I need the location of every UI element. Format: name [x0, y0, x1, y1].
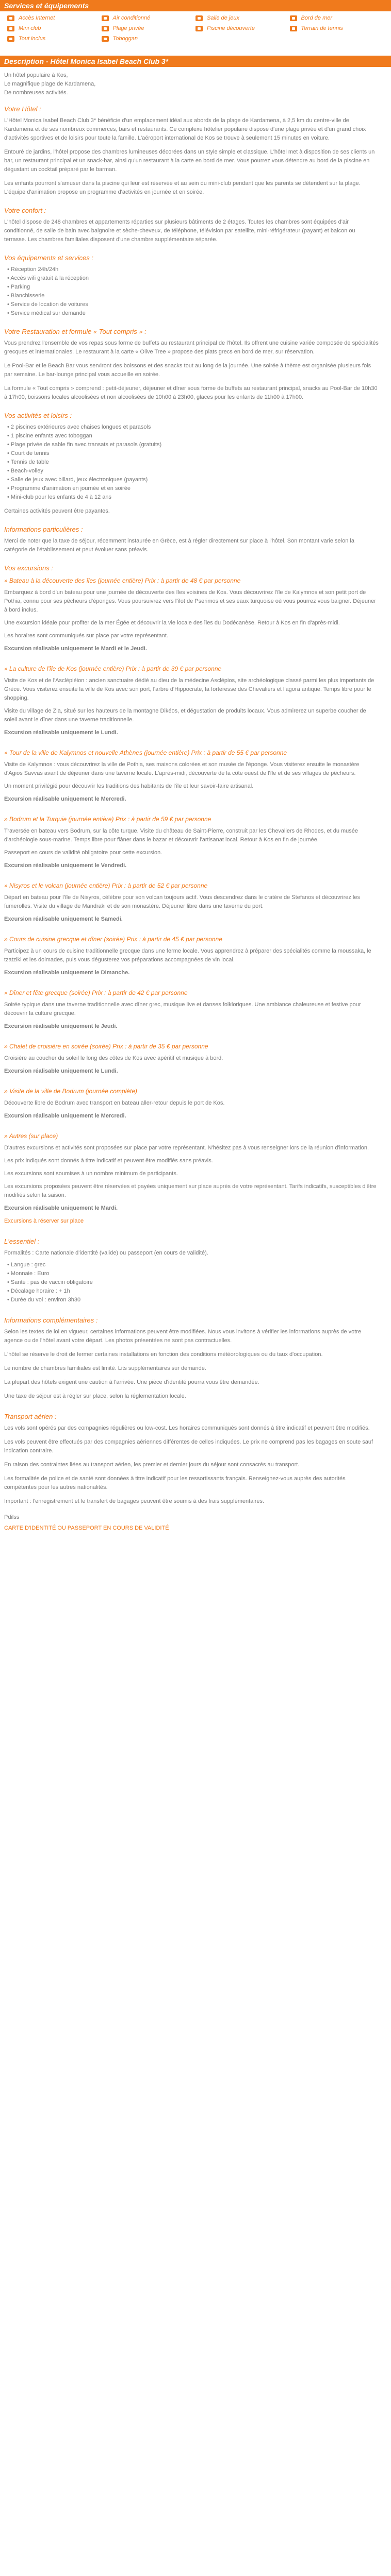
- excursion-price: Excursion réalisable uniquement le Jeudi.: [4, 1023, 118, 1029]
- fin-note2: Excursion réalisable uniquement le Mardi.: [4, 1205, 118, 1211]
- votre-confort-text: L'hôtel dispose de 248 chambres et appartements réparties sur plusieurs bâtiments de 2 étages. Toutes les chambres sont équipées d'air conditionné, de salle de bain avec baignoire et sèche-cheveux, de téléphone, télévision par satellite, mini-réfrigérateur (payant) et balcon ou terrasse. Les chambres familiales disposent d'une chambre supplémentaire séparée.: [4, 219, 355, 243]
- excursion-text2: Passeport en cours de validité obligatoire pour cette excursion.: [4, 850, 162, 856]
- excursion-text: Croisière au coucher du soleil le long des côtes de Kos avec apéritif et musique à bord.: [4, 1055, 223, 1061]
- autres-text2: Les prix indiqués sont donnés à titre indicatif et peuvent être modifiés sans préavis.: [4, 1158, 213, 1164]
- equipements-title: Vos équipements et services :: [4, 254, 93, 262]
- restauration-text2: Le Pool-Bar et le Beach Bar vous serviront des boissons et des snacks tout au long de la journée. Une soirée à thème est organisée plusieurs fois par semaine. Le bar-lounge principal vous accueille en soirée.: [4, 363, 371, 378]
- service-item: [196, 24, 290, 33]
- service-item: [102, 13, 196, 23]
- excursion-text: Traversée en bateau vers Bodrum, sur la côte turque. Visite du château de Saint-Pierre, construit par les Chevaliers de Rhodes, et du musée d'archéologie sous-marine. Temps libre pour flâner dans le bazar et découvrir l'artisanat local. Retour à Kos en fin de journée.: [4, 828, 359, 843]
- bullet-icon: •: [7, 485, 11, 492]
- votre-confort-title: Votre confort :: [4, 207, 46, 214]
- excursion-text2: Une excursion idéale pour profiter de la mer Égée et découvrir la vie locale des îles du Dodécanèse. Retour à Kos en fin d'après-midi.: [4, 620, 340, 626]
- excursion-price: Excursion réalisable uniquement le Samedi.: [4, 916, 123, 922]
- activite-item: [7, 440, 379, 449]
- service-label: Terrain de tennis: [301, 25, 344, 31]
- activite-item-text: Programme d'animation en journée et en soirée: [10, 485, 131, 492]
- equipement-item: [7, 300, 379, 309]
- activite-item: [7, 458, 379, 467]
- excursion-title: » La culture de l'île de Kos (journée entière) Prix : à partir de 39 € par personne: [4, 665, 222, 672]
- equipements-list: [4, 265, 379, 318]
- service-item: [7, 13, 102, 23]
- activites-list: [4, 423, 379, 502]
- votre-hotel-text3: Les enfants pourront s'amuser dans la piscine qui leur est réservée et au sein du mini-club pendant que les parents se détendent sur la plage. L'équipe d'animation propose un programme d'activités en journée et en soirée.: [4, 180, 361, 195]
- service-item: [196, 13, 290, 23]
- excursion-price: Excursion réalisable uniquement le Mardi et le Jeudi.: [4, 646, 147, 652]
- service-icon: [7, 26, 14, 31]
- excursion-text: Participez à un cours de cuisine traditionnelle grecque dans une ferme locale. Vous apprendrez à préparer des spécialités comme la moussaka, le tzatziki et les dolmades, puis vous dégusterez vos préparations accompagnées de vin local.: [4, 948, 371, 963]
- service-item: [7, 24, 102, 33]
- excursion-text3: Les horaires sont communiqués sur place par votre représentant.: [4, 633, 168, 639]
- equipement-item-text: Service médical sur demande: [10, 310, 86, 316]
- equipement-item: [7, 274, 379, 283]
- essentiel-item: [7, 1261, 379, 1269]
- infos-title: Informations particulières :: [4, 526, 83, 533]
- service-label: Salle de jeux: [207, 15, 239, 21]
- bullet-icon: •: [7, 275, 11, 281]
- essentiel-item-text: Santé : pas de vaccin obligatoire: [10, 1279, 93, 1285]
- infos-comp-text4: La plupart des hôtels exigent une caution à l'arrivée. Une pièce d'identité pourra vous être demandée.: [4, 1379, 259, 1385]
- bullet-icon: •: [7, 424, 11, 430]
- equipement-item-text: Blanchisserie: [10, 293, 45, 299]
- excursion-text: Embarquez à bord d'un bateau pour une journée de découverte des îles voisines de Kos. Vous découvrirez l'île de Kalymnos et son petit port de Pothia, connu pour ses pêcheurs d'éponges. Vous poursuivrez vers l'îlot de Pserimos et ses eaux turquoise où vous pourrez vous baigner. Déjeuner à bord inclus.: [4, 589, 376, 613]
- excursion-title: » Nisyros et le volcan (journée entière) Prix : à partir de 52 € par personne: [4, 882, 208, 889]
- transport-text2: Les vols peuvent être effectués par des compagnies aériennes différentes de celles indiquées. Le prix ne comprend pas les bagages en soute sauf indication contraire.: [4, 1439, 373, 1454]
- services-grid: [0, 11, 391, 43]
- equipement-item: [7, 292, 379, 300]
- infos-comp-text3: Le nombre de chambres familiales est limité. Lits supplémentaires sur demande.: [4, 1365, 206, 1371]
- equipement-item-text: Parking: [10, 284, 30, 290]
- transport-text3: En raison des contraintes liées au transport aérien, les premier et dernier jours du séjour sont consacrés au transport.: [4, 1462, 300, 1468]
- vos-excursions-title: Vos excursions :: [4, 564, 53, 572]
- equipement-item-text: Réception 24h/24h: [10, 266, 59, 273]
- activite-item-text: Court de tennis: [10, 450, 50, 456]
- service-label: Toboggan: [112, 36, 138, 42]
- bonus-link[interactable]: Excursions à réserver sur place: [4, 1218, 84, 1224]
- activite-item-text: Beach-volley: [10, 468, 43, 474]
- excursion-item: [4, 1087, 379, 1121]
- service-icon: [102, 26, 109, 31]
- bonus-link-line: [4, 1217, 379, 1226]
- service-item: [102, 24, 196, 33]
- votre-hotel-text2: Entouré de jardins, l'hôtel propose des chambres lumineuses décorées dans un style simple et classique. L'hôtel met à disposition de ses clients un bar, un restaurant principal et un snack-bar, ainsi qu'un restaurant à la carte en bord de mer. Vous pourrez vous détendre au bord de la piscine en dégustant un cocktail préparé par le barman.: [4, 149, 375, 173]
- infos-comp-title: Informations complémentaires :: [4, 1316, 98, 1324]
- bullet-icon: •: [7, 433, 11, 439]
- excursion-price: Excursion réalisable uniquement le Lundi.: [4, 1068, 118, 1074]
- excursion-text: Visite de Kalymnos : vous découvrirez la ville de Pothia, ses maisons colorées et son musée de l'éponge. Vous visiterez ensuite le monastère d'Agios Savvas avant de déjeuner dans une taverne locale. L'après-midi, découverte de la côte ouest de l'île et de ses villages de pêcheurs.: [4, 761, 360, 776]
- excursion-text: Soirée typique dans une taverne traditionnelle avec dîner grec, musique live et danses folkloriques. Une ambiance chaleureuse et festive pour découvrir la culture grecque.: [4, 1002, 361, 1016]
- activite-item: [7, 449, 379, 458]
- activite-item-text: 1 piscine enfants avec toboggan: [10, 433, 92, 439]
- bullet-icon: •: [7, 477, 11, 483]
- service-icon: [290, 15, 297, 21]
- bullet-icon: •: [7, 1297, 11, 1303]
- excursion-title: » Bodrum et la Turquie (journée entière) Prix : à partir de 59 € par personne: [4, 816, 211, 823]
- service-icon: [7, 36, 14, 42]
- intro-line: Le magnifique plage de Kardamena,: [4, 81, 96, 87]
- bullet-icon: •: [7, 468, 11, 474]
- services-title: Services et équipements: [4, 2, 89, 10]
- excursion-title: » Chalet de croisière en soirée (soirée) Prix : à partir de 35 € par personne: [4, 1043, 208, 1050]
- activite-item: [7, 432, 379, 440]
- bullet-icon: •: [7, 266, 11, 273]
- activite-item: [7, 467, 379, 476]
- service-item: [290, 13, 384, 23]
- excursion-item: [4, 882, 379, 924]
- fin-note: Les excursions proposées peuvent être réservées et payées uniquement sur place auprès de votre représentant. Tarifs indicatifs, susceptibles d'être modifiés selon la saison.: [4, 1183, 377, 1198]
- activite-item-text: Tennis de table: [10, 459, 49, 465]
- votre-hotel-title: Votre Hôtel :: [4, 105, 41, 113]
- service-label: Accès Internet: [19, 15, 55, 21]
- excursion-item: [4, 1042, 379, 1076]
- service-icon: [102, 36, 109, 42]
- service-label: Bord de mer: [301, 15, 333, 21]
- essentiel-item: [7, 1278, 379, 1287]
- service-label: Mini club: [19, 25, 41, 31]
- excursion-item: [4, 577, 379, 653]
- essentiel-item-text: Monnaie : Euro: [10, 1270, 50, 1277]
- autres-text3: Les excursions sont soumises à un nombre minimum de participants.: [4, 1171, 178, 1177]
- transport-title: Transport aérien :: [4, 1413, 57, 1420]
- essentiel-item: [7, 1287, 379, 1296]
- autres-title: » Autres (sur place): [4, 1132, 58, 1140]
- bullet-icon: •: [7, 450, 11, 456]
- bullet-icon: •: [7, 1270, 11, 1277]
- service-icon: [290, 26, 297, 31]
- activite-item: [7, 493, 379, 502]
- equipement-item-text: Service de location de voitures: [10, 301, 88, 308]
- intro-line: De nombreuses activités.: [4, 90, 68, 96]
- equipement-item: [7, 283, 379, 292]
- service-icon: [7, 15, 14, 21]
- essentiel-item: [7, 1269, 379, 1278]
- excursion-text2: Un moment privilégié pour découvrir les traditions des habitants de l'île et leur savoir-faire artisanal.: [4, 783, 254, 789]
- bullet-icon: •: [7, 459, 11, 465]
- excursion-text2: Visite du village de Zia, situé sur les hauteurs de la montagne Dikéos, et dégustation de produits locaux. Vous admirerez un superbe coucher de soleil avant le dîner dans une taverne traditionnelle.: [4, 708, 366, 723]
- transport-text: Les vols sont opérés par des compagnies régulières ou low-cost. Les horaires communiqués sont donnés à titre indicatif et peuvent être modifiés.: [4, 1425, 370, 1431]
- bullet-icon: •: [7, 1288, 11, 1294]
- bullet-icon: •: [7, 301, 11, 308]
- intro-line: Un hôtel populaire à Kos,: [4, 72, 68, 78]
- activite-item-text: Salle de jeux avec billard, jeux électroniques (payants): [10, 477, 148, 483]
- essentiel-title: L'essentiel :: [4, 1238, 40, 1245]
- essentiel-item-text: Durée du vol : environ 3h30: [10, 1297, 81, 1303]
- essentiel-intro: Formalités : Carte nationale d'identité (valide) ou passeport (en cours de validité).: [4, 1250, 208, 1256]
- excursion-title: » Cours de cuisine grecque et dîner (soirée) Prix : à partir de 45 € par personne: [4, 936, 222, 943]
- footer-link-line: [4, 1524, 379, 1533]
- bullet-icon: •: [7, 310, 11, 316]
- restauration-text: Vous prendrez l'ensemble de vos repas sous forme de buffets au restaurant principal de l'hôtel. Ils offrent une cuisine variée composée de spécialités grecques et internationales. Le restaurant à la carte « Olive Tree » propose des plats grecs en bord de mer, sur réservation.: [4, 340, 379, 355]
- excursion-title: » Dîner et fête grecque (soirée) Prix : à partir de 42 € par personne: [4, 989, 188, 996]
- excursion-item: [4, 935, 379, 977]
- description-header: [0, 56, 391, 67]
- excursion-title: » Bateau à la découverte des îles (journée entière) Prix : à partir de 48 € par personne: [4, 577, 241, 584]
- service-label: Tout inclus: [19, 36, 46, 42]
- excursion-price: Excursion réalisable uniquement le Mercredi.: [4, 796, 126, 802]
- service-label: Plage privée: [112, 25, 144, 31]
- excursion-text: Découverte libre de Bodrum avec transport en bateau aller-retour depuis le port de Kos.: [4, 1100, 225, 1106]
- votre-hotel-text: L'Hôtel Monica Isabel Beach Club 3* bénéficie d'un emplacement idéal aux abords de la plage de Kardamena, à 2,5 km du centre-ville de Kardamena et de ses nombreux commerces, bars et restaurants. Ce complexe hôtelier populaire dispose d'une plage privée et d'un grand choix d'activités sportives et de loisirs pour toute la famille. L'aéroport international de Kos se trouve à seulement 15 minutes en voiture.: [4, 117, 366, 141]
- activite-item-text: 2 piscines extérieures avec chaises longues et parasols: [10, 424, 151, 430]
- excursion-item: [4, 989, 379, 1031]
- bullet-icon: •: [7, 1262, 11, 1268]
- bullet-icon: •: [7, 442, 11, 448]
- equipement-item: [7, 309, 379, 318]
- service-label: Piscine découverte: [207, 25, 255, 31]
- activite-item: [7, 484, 379, 493]
- excursion-item: [4, 749, 379, 804]
- activite-item: [7, 423, 379, 432]
- service-item: [7, 34, 102, 43]
- bullet-icon: •: [7, 284, 11, 290]
- service-item: [102, 34, 196, 43]
- essentiel-item: [7, 1296, 379, 1304]
- activite-item: [7, 476, 379, 484]
- activites-title: Vos activités et loisirs :: [4, 412, 72, 419]
- bullet-icon: •: [7, 494, 11, 500]
- intro-list: [4, 71, 379, 97]
- footer-label: Pdilss: [4, 1514, 20, 1520]
- services-header: [0, 0, 391, 11]
- excursion-text: Départ en bateau pour l'île de Nisyros, célèbre pour son volcan toujours actif. Vous descendrez dans le cratère de Stefanos et découvrirez les fumerolles. Visite du village de Mandraki et de son monastère. Déjeuner libre dans une taverne du port.: [4, 894, 360, 909]
- transport-text4: Les formalités de police et de santé sont données à titre indicatif pour les ressortissants français. Renseignez-vous auprès des autorités compétentes pour les autres nationalités.: [4, 1476, 346, 1490]
- activite-item-text: Plage privée de sable fin avec transats et parasols (gratuits): [10, 442, 162, 448]
- transport-text5: Important : l'enregistrement et le transfert de bagages peuvent être soumis à des frais supplémentaires.: [4, 1498, 265, 1504]
- equipement-item-text: Accès wifi gratuit à la réception: [10, 275, 89, 281]
- excursion-price: Excursion réalisable uniquement le Mercredi.: [4, 1113, 126, 1119]
- service-icon: [102, 15, 109, 21]
- restauration-text3: La formule « Tout compris » comprend : petit-déjeuner, déjeuner et dîner sous forme de buffets au restaurant principal, snacks au Pool-Bar de 10h30 à 17h00, boissons locales alcoolisées et non alcoolisées de 10h00 à 23h00, glaces pour les enfants de 11h00 à 17h00.: [4, 385, 378, 400]
- infos-comp-text2: L'hôtel se réserve le droit de fermer certaines installations en fonction des conditions météorologiques ou du taux d'occupation.: [4, 1351, 323, 1358]
- essentiel-list: [4, 1261, 379, 1304]
- infos-comp-text: Selon les textes de loi en vigueur, certaines informations peuvent être modifiées. Nous vous invitons à vérifier les informations auprès de votre agence ou de l'hôtel avant votre départ. Les photos présentées ne sont pas contractuelles.: [4, 1329, 362, 1344]
- autres-text: D'autres excursions et activités sont proposées sur place par votre représentant. N'hésitez pas à vous renseigner lors de la réunion d'information.: [4, 1145, 369, 1151]
- description-title: Description - Hôtel Monica Isabel Beach Club 3*: [4, 57, 169, 65]
- restauration-title: Votre Restauration et formule « Tout compris » :: [4, 328, 146, 335]
- excursion-title: » Tour de la ville de Kalymnos et nouvelle Athènes (journée entière) Prix : à partir de 55 € par personne: [4, 749, 287, 756]
- essentiel-item-text: Langue : grec: [10, 1262, 46, 1268]
- bullet-icon: •: [7, 293, 11, 299]
- excursion-price: Excursion réalisable uniquement le Dimanche.: [4, 970, 130, 976]
- description-body: [0, 67, 383, 1533]
- infos-text: Merci de noter que la taxe de séjour, récemment instaurée en Grèce, est à régler directement sur place à l'hôtel. Son montant varie selon la catégorie de l'établissement et peut évoluer sans préavis.: [4, 538, 354, 553]
- excursion-title: » Visite de la ville de Bodrum (journée complète): [4, 1088, 137, 1095]
- essentiel-item-text: Décalage horaire : + 1h: [10, 1288, 70, 1294]
- excursion-text: Visite de Kos et de l'Asclépiéion : ancien sanctuaire dédié au dieu de la médecine Asclépios, site archéologique classé parmi les plus importants de Grèce. Vous visiterez ensuite la ville de Kos avec son port, l'arbre d'Hippocrate, la forteresse des Chevaliers et l'agora antique. Temps libre pour le shopping.: [4, 677, 374, 701]
- service-label: Air conditionné: [112, 15, 151, 21]
- excursion-item: [4, 815, 379, 870]
- infos-comp-text5: Une taxe de séjour est à régler sur place, selon la réglementation locale.: [4, 1393, 186, 1399]
- excursion-item: [4, 665, 379, 737]
- activites-text: Certaines activités peuvent être payantes.: [4, 508, 110, 514]
- service-item: [290, 24, 384, 33]
- service-icon: [196, 26, 203, 31]
- activite-item-text: Mini-club pour les enfants de 4 à 12 ans: [10, 494, 111, 500]
- excursions-list: [4, 577, 379, 1121]
- equipement-item: [7, 265, 379, 274]
- excursion-price: Excursion réalisable uniquement le Vendredi.: [4, 862, 127, 869]
- footer-link[interactable]: CARTE D'IDENTITÉ OU PASSEPORT EN COURS DE VALIDITÉ: [4, 1525, 169, 1531]
- bullet-icon: •: [7, 1279, 11, 1285]
- excursion-price: Excursion réalisable uniquement le Lundi.: [4, 730, 118, 736]
- service-icon: [196, 15, 203, 21]
